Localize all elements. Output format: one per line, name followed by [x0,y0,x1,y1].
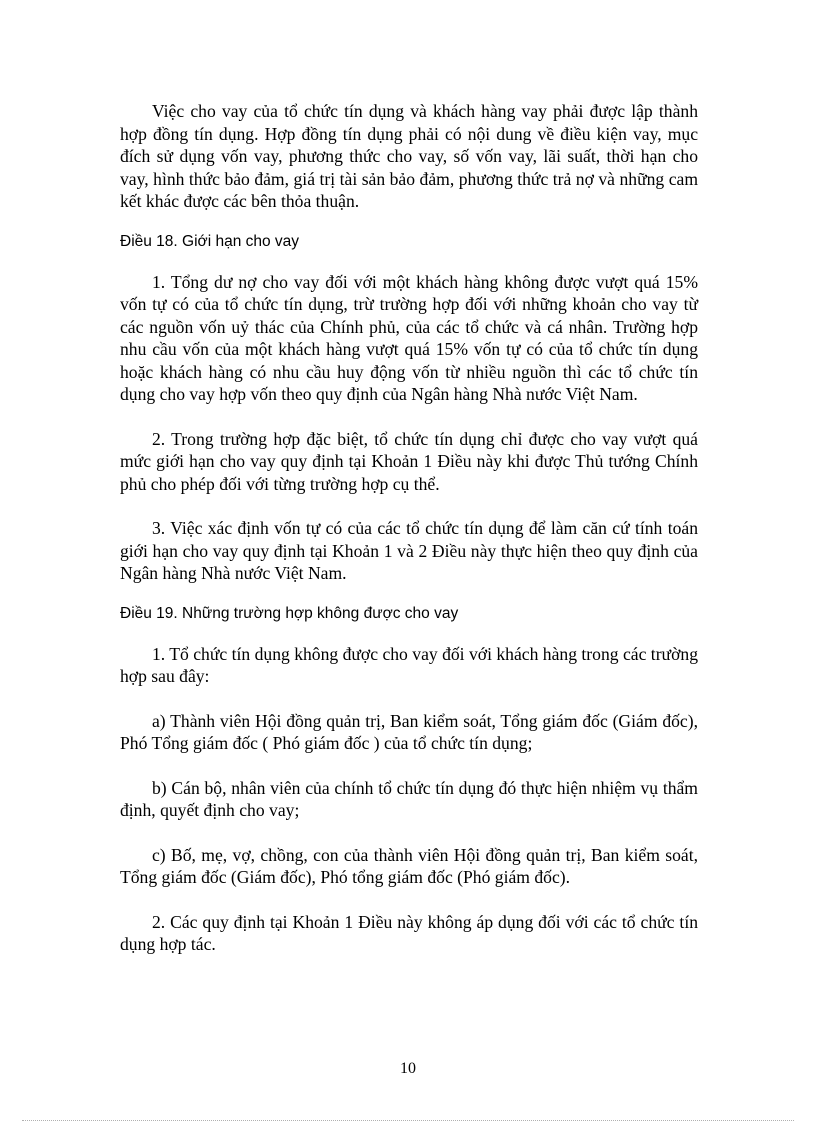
paragraph-19-1c: c) Bố, mẹ, vợ, chồng, con của thành viên Hội đồng quản trị, Ban kiểm soát, Tổng giám đốc (Giám đốc), Phó tổng giám đốc (Phó giám đốc). [120,844,698,887]
document-body [120,100,698,956]
heading-article-19: Điều 19. Những trường hợp không được cho vay [120,604,459,622]
paragraph-19-1b: b) Cán bộ, nhân viên của chính tổ chức tín dụng đó thực hiện nhiệm vụ thẩm định, quyết định cho vay; [120,777,698,820]
page-bottom-border [22,1120,794,1121]
paragraph-18-2: 2. Trong trường hợp đặc biệt, tổ chức tín dụng chỉ được cho vay vượt quá mức giới hạn cho vay quy định tại Khoản 1 Điều này khi được Thủ tướng Chính phủ cho phép đối với từng trường hợp cụ thể. [120,428,698,494]
paragraph-18-3: 3. Việc xác định vốn tự có của các tổ chức tín dụng để làm căn cứ tính toán giới hạn cho vay quy định tại Khoản 1 và 2 Điều này thực hiện theo quy định của Ngân hàng Nhà nước Việt Nam. [120,518,698,583]
paragraph-19-2: 2. Các quy định tại Khoản 1 Điều này không áp dụng đối với các tổ chức tín dụng hợp tác. [120,911,698,954]
paragraph-19-1a: a) Thành viên Hội đồng quản trị, Ban kiểm soát, Tổng giám đốc (Giám đốc), Phó Tổng giám đốc ( Phó giám đốc ) của tổ chức tín dụng; [120,710,698,753]
paragraph-18-1: 1. Tổng dư nợ cho vay đối với một khách hàng không được vượt quá 15% vốn tự có của tổ chức tín dụng, trừ trường hợp đối với những khoản cho vay từ các nguồn vốn uỷ thác của Chính phủ, của các tổ chức và cá nhân. Trường hợp nhu cầu vốn của một khách hàng vượt quá 15% vốn tự có của tổ chức tín dụng hoặc khách hàng có nhu cầu huy động vốn từ nhiều nguồn thì các tổ chức tín dụng cho vay hợp vốn theo quy định của Ngân hàng Nhà nước Việt Nam. [120,271,698,404]
page-number: 10 [400,1060,416,1077]
paragraph-19-1: 1. Tổ chức tín dụng không được cho vay đối với khách hàng trong các trường hợp sau đây: [120,643,698,686]
paragraph-loan-contract: Việc cho vay của tổ chức tín dụng và khách hàng vay phải được lập thành hợp đồng tín dụng. Hợp đồng tín dụng phải có nội dung về điều kiện vay, mục đích sử dụng vốn vay, phương thức cho vay, số vốn vay, lãi suất, thời hạn cho vay, hình thức bảo đảm, giá trị tài sản bảo đảm, phương thức trả nợ và những cam kết khác được các bên thỏa thuận. [120,101,698,211]
heading-article-18: Điều 18. Giới hạn cho vay [120,232,300,250]
